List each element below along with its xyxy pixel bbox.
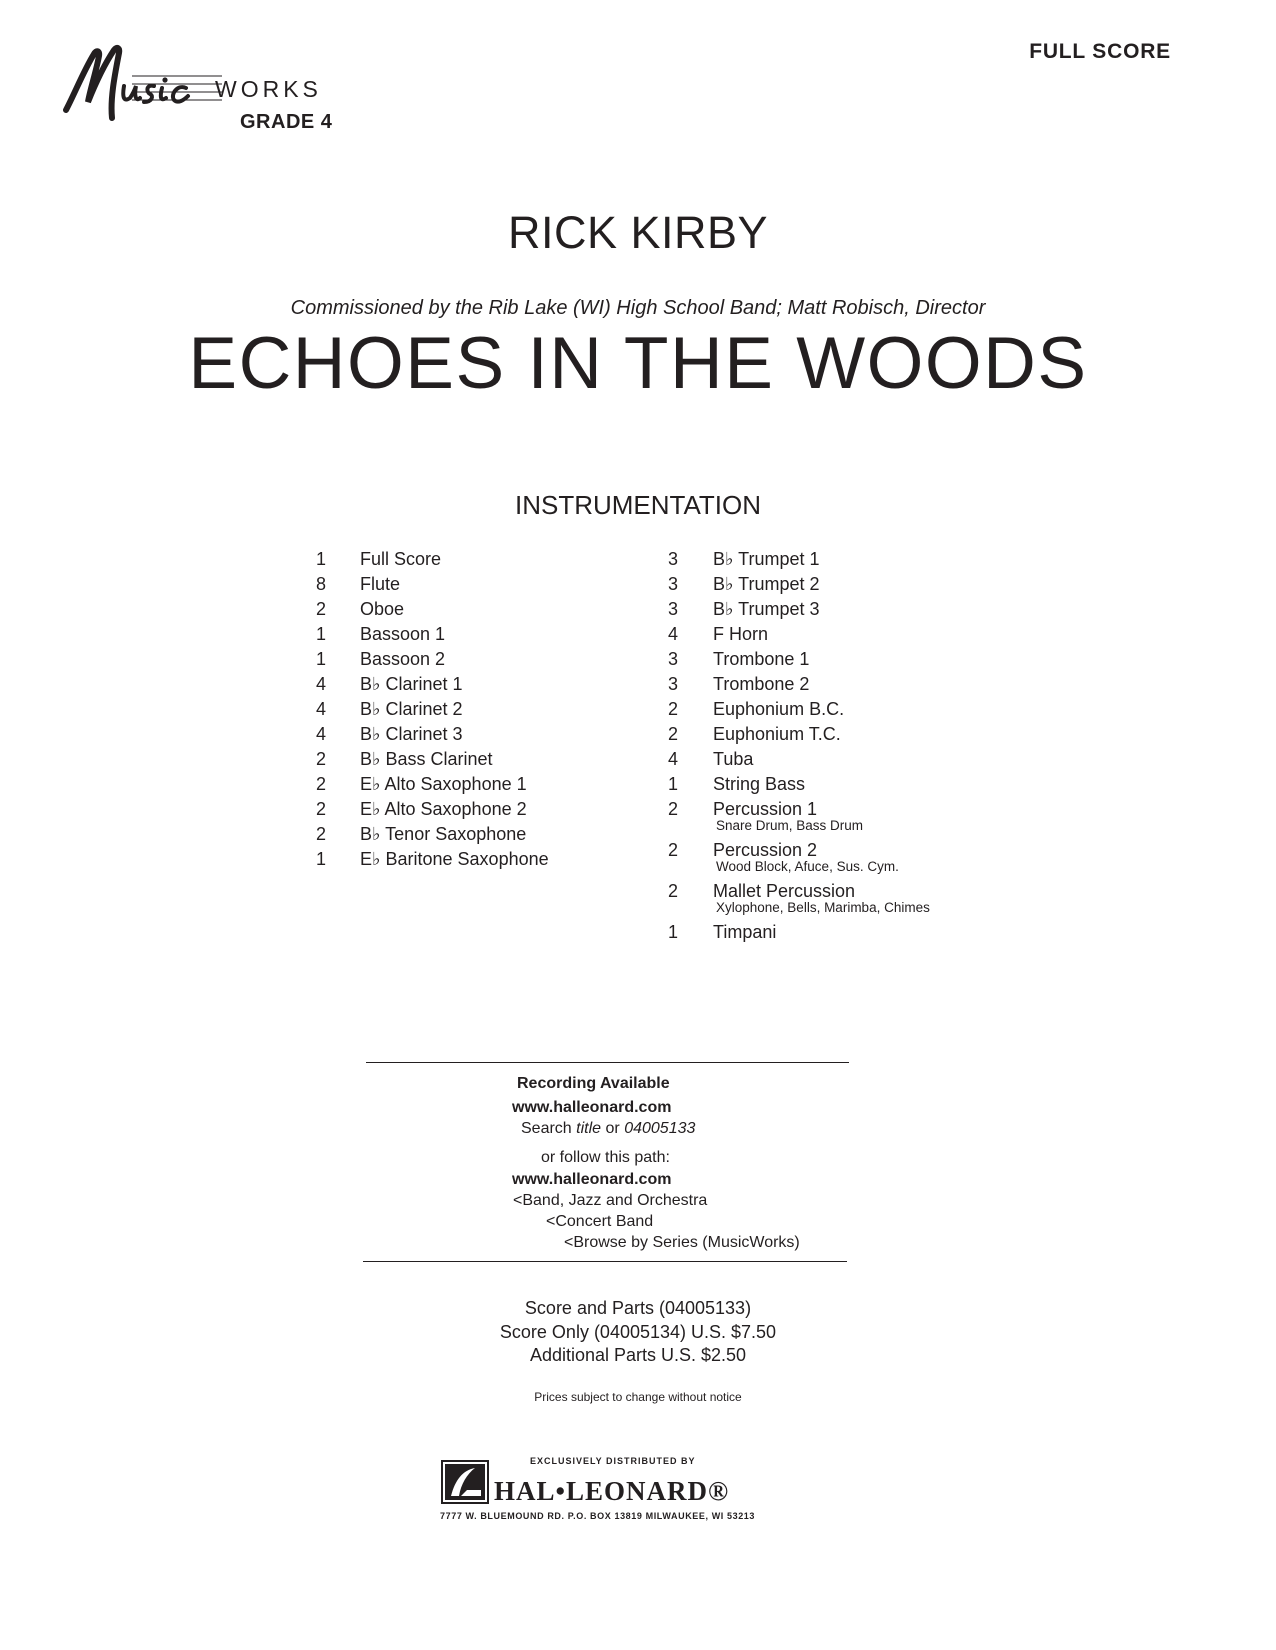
instrument-name: E♭ Alto Saxophone 2 [360, 799, 527, 819]
instrument-name: B♭ Trumpet 3 [713, 599, 820, 619]
instrument-name: Flute [360, 574, 401, 594]
instrument-qty: 1 [316, 649, 327, 669]
instrument-qty: 4 [316, 674, 327, 694]
musicworks-logo-script [62, 40, 222, 135]
recording-path-step-3: <Browse by Series (MusicWorks) [564, 1234, 800, 1251]
instrument-name: Bassoon 1 [360, 624, 446, 644]
price-disclaimer: Prices subject to change without notice [534, 1390, 742, 1404]
instrument-qty: 3 [668, 674, 679, 694]
logo-works-text: WORKS [215, 76, 322, 102]
composer-name: RICK KIRBY [507, 207, 769, 258]
instrument-qty: 3 [668, 574, 679, 594]
recording-heading: Recording Available [517, 1075, 670, 1092]
instrument-name: B♭ Tenor Saxophone [360, 824, 527, 844]
instrument-name: F Horn [713, 624, 769, 644]
instrument-qty: 8 [316, 574, 327, 594]
recording-search-line [521, 1120, 695, 1138]
grade-label: GRADE 4 [240, 111, 333, 133]
search-or: or [605, 1120, 620, 1137]
instrument-qty: 1 [668, 922, 679, 942]
instrument-detail: Xylophone, Bells, Marimba, Chimes [716, 900, 930, 915]
instrument-detail: Snare Drum, Bass Drum [716, 818, 864, 833]
instrument-name: Trombone 1 [713, 649, 810, 669]
instrument-name: String Bass [713, 774, 806, 794]
recording-top-rule [366, 1062, 849, 1063]
instrument-name: Timpani [713, 922, 777, 942]
search-title: title [576, 1120, 602, 1137]
price-line-score-only: Score Only (04005134) U.S. $7.50 [499, 1322, 777, 1342]
instrument-qty: 2 [668, 724, 679, 744]
score-type-label: FULL SCORE [1029, 40, 1171, 63]
instrument-qty: 3 [668, 599, 679, 619]
hal-leonard-emblem-icon [441, 1460, 489, 1504]
instrument-name: E♭ Baritone Saxophone [360, 849, 549, 869]
price-line-score-parts: Score and Parts (04005133) [524, 1298, 752, 1318]
instrument-name: B♭ Clarinet 3 [360, 724, 463, 744]
recording-bottom-rule [363, 1261, 847, 1262]
instrument-name: B♭ Bass Clarinet [360, 749, 493, 769]
instrument-qty: 4 [668, 749, 679, 769]
recording-path-url-link[interactable]: www.halleonard.com [512, 1171, 672, 1188]
instrument-name: B♭ Trumpet 1 [713, 549, 820, 569]
instrument-name: Percussion 2 [713, 840, 818, 860]
instrument-name: B♭ Trumpet 2 [713, 574, 820, 594]
instrument-qty: 1 [316, 549, 327, 569]
instrument-qty: 4 [668, 624, 679, 644]
instrument-qty: 4 [316, 699, 327, 719]
instrument-name: Tuba [713, 749, 754, 769]
instrument-qty: 2 [316, 599, 327, 619]
publisher-address: 7777 W. BLUEMOUND RD. P.O. BOX 13819 MILWAUKEE, WI 53213 [440, 1511, 756, 1521]
publisher-name: HAL•LEONARD® [494, 1476, 730, 1506]
instrument-qty: 2 [668, 881, 679, 901]
instrument-qty: 2 [316, 774, 327, 794]
instrument-qty: 3 [668, 549, 679, 569]
recording-url-link[interactable]: www.halleonard.com [512, 1099, 672, 1116]
instrument-name: B♭ Clarinet 2 [360, 699, 463, 719]
recording-path-step-2: <Concert Band [546, 1213, 654, 1230]
instrument-qty: 1 [668, 774, 679, 794]
instrument-qty: 2 [668, 840, 679, 860]
instrument-name: Euphonium B.C. [713, 699, 845, 719]
instrument-qty: 2 [668, 699, 679, 719]
search-prefix: Search [521, 1120, 572, 1137]
instrument-qty: 4 [316, 724, 327, 744]
instrument-qty: 2 [316, 799, 327, 819]
price-line-additional-parts: Additional Parts U.S. $2.50 [529, 1345, 747, 1365]
instrument-detail: Wood Block, Afuce, Sus. Cym. [716, 859, 899, 874]
instrument-name: Trombone 2 [713, 674, 810, 694]
instrument-name: B♭ Clarinet 1 [360, 674, 463, 694]
search-number: 04005133 [624, 1120, 696, 1137]
instrument-name: Euphonium T.C. [713, 724, 841, 744]
distributor-note: EXCLUSIVELY DISTRIBUTED BY [530, 1456, 696, 1466]
instrument-name: Percussion 1 [713, 799, 818, 819]
instrument-name: Mallet Percussion [713, 881, 856, 901]
recording-path-step-1: <Band, Jazz and Orchestra [513, 1192, 708, 1209]
commission-line: Commissioned by the Rib Lake (WI) High School Band; Matt Robisch, Director [290, 297, 986, 319]
instrumentation-heading: INSTRUMENTATION [514, 490, 762, 520]
instrument-qty: 1 [316, 624, 327, 644]
instrument-name: E♭ Alto Saxophone 1 [360, 774, 527, 794]
instrument-qty: 2 [316, 749, 327, 769]
recording-follow-text: or follow this path: [541, 1149, 670, 1166]
instrument-qty: 3 [668, 649, 679, 669]
instrument-qty: 2 [668, 799, 679, 819]
instrument-qty: 2 [316, 824, 327, 844]
instrument-name: Oboe [360, 599, 405, 619]
piece-title: ECHOES IN THE WOODS [188, 323, 1088, 404]
instrument-qty: 1 [316, 849, 327, 869]
instrument-name: Full Score [360, 549, 442, 569]
instrument-name: Bassoon 2 [360, 649, 446, 669]
